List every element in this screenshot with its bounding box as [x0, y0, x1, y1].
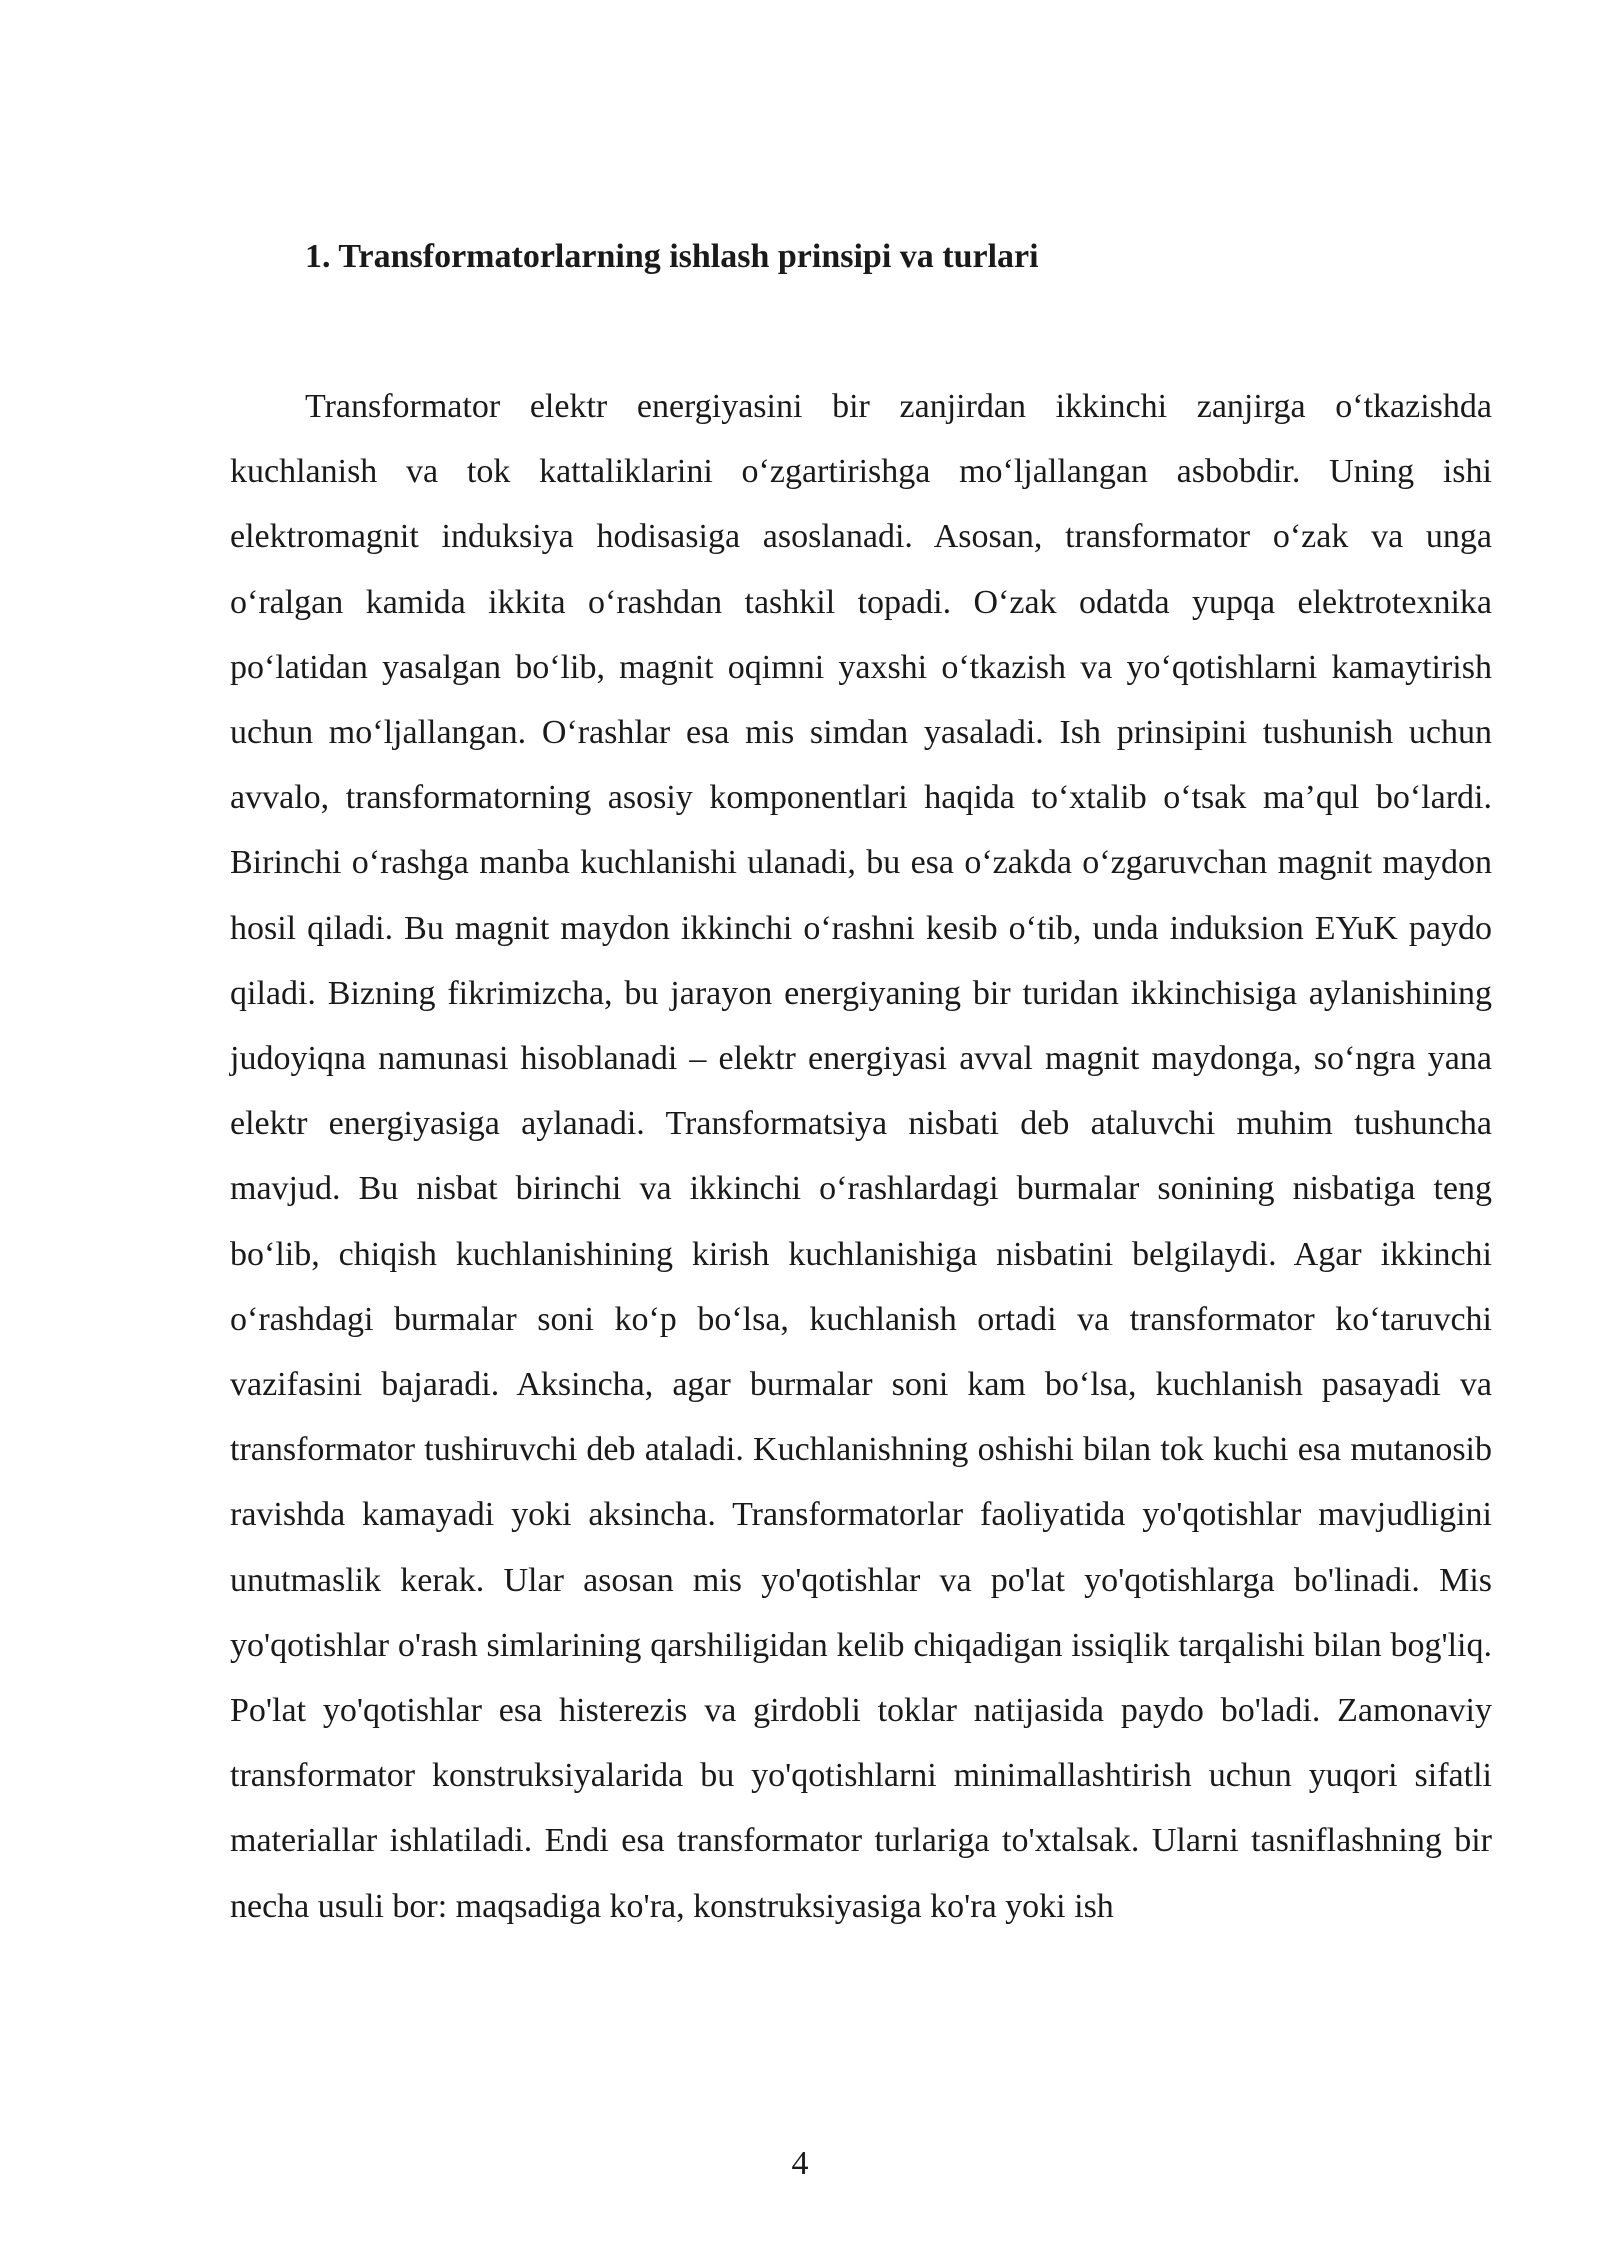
body-paragraph: Transformator elektr energiyasini bir zanjirdan ikkinchi zanjirga o‘tkazishda kuchlanish va tok kattaliklarini o‘zgartirishga mo‘ljallangan asbobdir. Uning ishi elektromagnit induksiya hodisasiga asoslanadi. Asosan, transformator o‘zak va unga o‘ralgan kamida ikkita o‘rashdan tashkil topadi. O‘zak odatda yupqa elektrotexnika po‘latidan yasalgan bo‘lib, magnit oqimni yaxshi o‘tkazish va yo‘qotishlarni kamaytirish uchun mo‘ljallangan. O‘rashlar esa mis simdan yasaladi. Ish prinsipini tushunish uchun avvalo, transformatorning asosiy komponentlari haqida to‘xtalib o‘tsak ma’qul bo‘lardi. Birinchi o‘rashga manba kuchlanishi ulanadi, bu esa o‘zakda o‘zgaruvchan magnit maydon hosil qiladi. Bu magnit maydon ikkinchi o‘rashni kesib o‘tib, unda induksion EYuK paydo qiladi. Bizning fikrimizcha, bu jarayon energiyaning bir turidan ikkinchisiga aylanishining judoyiqna namunasi hisoblanadi – elektr energiyasi avval magnit maydonga, so‘ngra yana elektr energiyasiga aylanadi. Transformatsiya nisbati deb ataluvchi muhim tushuncha mavjud. Bu nisbat birinchi va ikkinchi o‘rashlardagi burmalar sonining nisbatiga teng bo‘lib, chiqish kuchlanishining kirish kuchlanishiga nisbatini belgilaydi. Agar ikkinchi o‘rashdagi burmalar soni ko‘p bo‘lsa, kuchlanish ortadi va transformator ko‘taruvchi vazifasini bajaradi. Aksincha, agar burmalar soni kam bo‘lsa, kuchlanish pasayadi va transformator tushiruvchi deb ataladi. Kuchlanishning oshishi bilan tok kuchi esa mutanosib ravishda kamayadi yoki aksincha. Transformatorlar faoliyatida yo'qotishlar mavjudligini unutmaslik kerak. Ular asosan mis yo'qotishlar va po'lat yo'qotishlarga bo'linadi. Mis yo'qotishlar o'rash simlarining qarshiligidan kelib chiqadigan issiqlik tarqalishi bilan bog'liq. Po'lat yo'qotishlar esa histerezis va girdobli toklar natijasida paydo bo'ladi. Zamonaviy transformator konstruksiyalarida bu yo'qotishlarni minimallashtirish uchun yuqori sifatli materiallar ishlatiladi. Endi esa transformator turlariga to'xtalsak. Ularni tasniflashning bir necha usuli bor: maqsadiga ko'ra, konstruksiyasiga ko'ra yoki ish — [230, 388, 1492, 1925]
page-number: 4 — [791, 2145, 809, 2182]
section-heading: 1. Transformatorlarning ishlash prinsipi va turlari — [305, 238, 1039, 275]
